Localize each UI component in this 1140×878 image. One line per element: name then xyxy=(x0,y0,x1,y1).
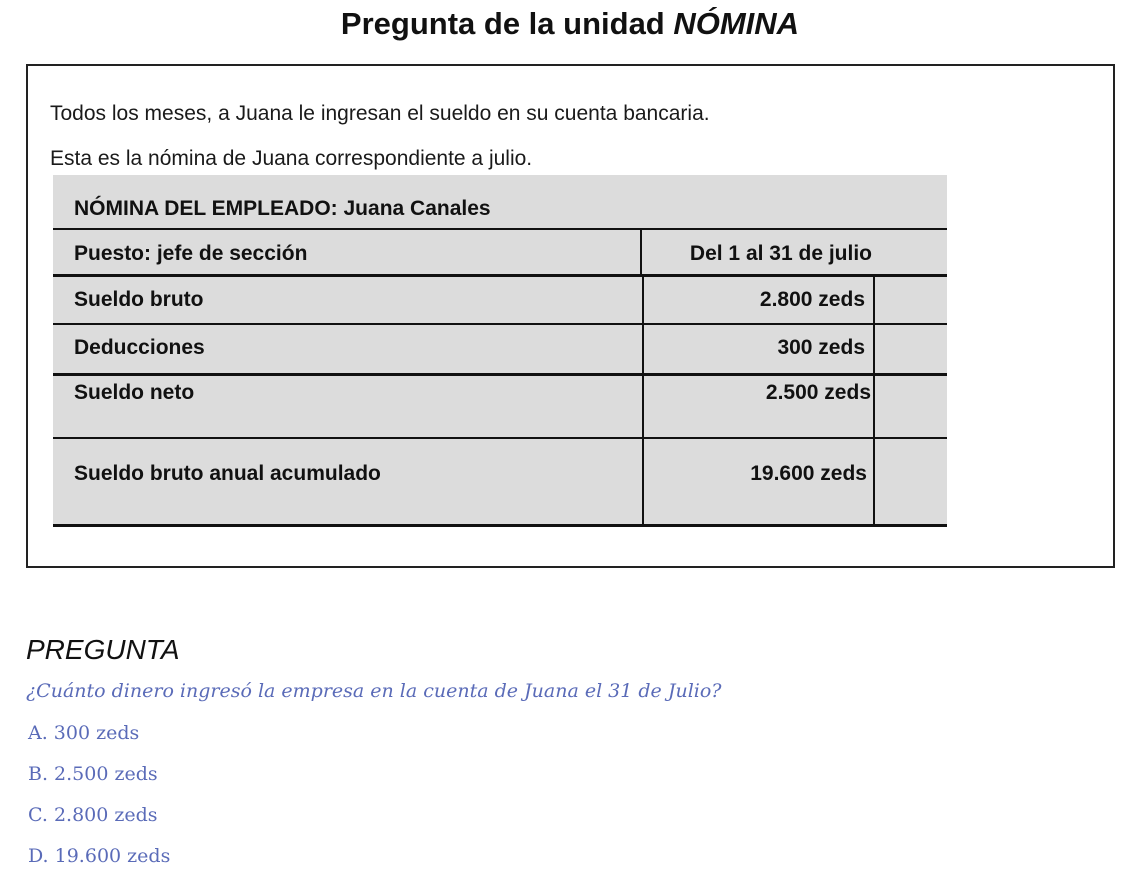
answer-option-d[interactable]: D. 19.600 zeds xyxy=(28,845,171,867)
question-text: ¿Cuánto dinero ingresó la empresa en la cuenta de Juana el 31 de Julio? xyxy=(26,680,722,702)
divider xyxy=(53,228,947,230)
divider xyxy=(640,229,642,275)
divider xyxy=(53,373,947,376)
row-label-sueldo-neto: Sueldo neto xyxy=(74,381,195,404)
row-label-deducciones: Deducciones xyxy=(74,336,205,359)
row-value-sueldo-bruto: 2.800 zeds xyxy=(759,288,865,311)
context-line-1: Todos los meses, a Juana le ingresan el sueldo en su cuenta bancaria. xyxy=(50,102,710,125)
row-value-sueldo-anual: 19.600 zeds xyxy=(750,462,867,485)
payroll-table xyxy=(53,175,947,527)
answer-option-c[interactable]: C. 2.800 zeds xyxy=(28,804,158,826)
page-title xyxy=(0,4,1140,44)
question-heading: PREGUNTA xyxy=(26,634,180,665)
answer-option-b[interactable]: B. 2.500 zeds xyxy=(28,763,158,785)
payroll-position: Puesto: jefe de sección xyxy=(74,242,308,265)
divider xyxy=(53,524,947,527)
row-label-sueldo-anual: Sueldo bruto anual acumulado xyxy=(74,462,381,485)
answer-option-a[interactable]: A. 300 zeds xyxy=(28,722,140,744)
title-prefix: Pregunta de la unidad xyxy=(340,6,674,41)
divider xyxy=(642,275,644,525)
row-value-deducciones: 300 zeds xyxy=(777,336,865,359)
divider xyxy=(53,323,947,325)
payroll-header: NÓMINA DEL EMPLEADO: Juana Canales xyxy=(74,197,491,220)
context-line-2: Esta es la nómina de Juana correspondiente a julio. xyxy=(50,147,533,170)
title-unit: NÓMINA xyxy=(673,6,800,41)
row-value-sueldo-neto: 2.500 zeds xyxy=(765,381,871,404)
divider xyxy=(873,275,875,525)
divider xyxy=(53,437,947,439)
divider xyxy=(53,274,947,277)
row-label-sueldo-bruto: Sueldo bruto xyxy=(74,288,204,311)
payroll-period: Del 1 al 31 de julio xyxy=(689,242,872,265)
